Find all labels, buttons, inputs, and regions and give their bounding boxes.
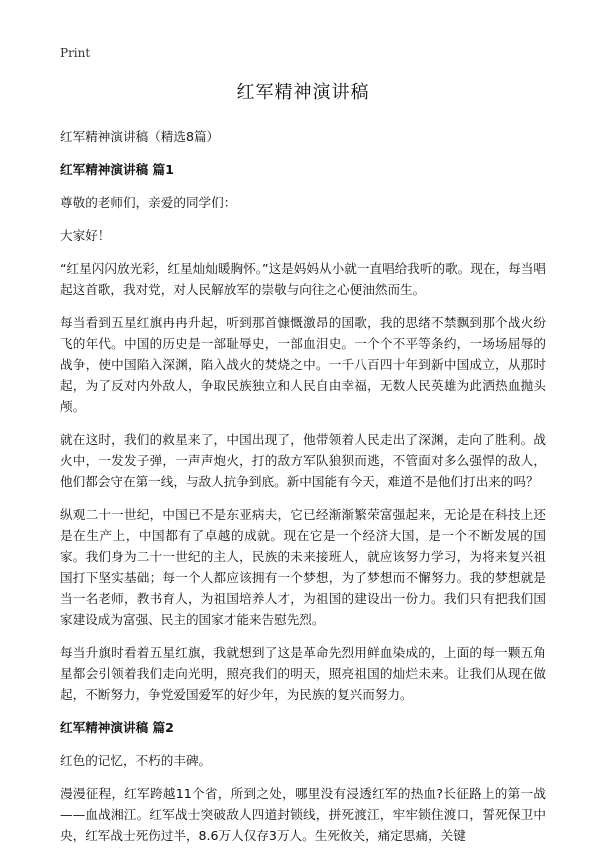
- greeting: 尊敬的老师们，亲爱的同学们：: [60, 195, 237, 210]
- section-heading-1: 红军精神演讲稿 篇1: [60, 162, 174, 177]
- paragraph: 就在这时，我们的救星来了，中国出现了，他带领着人民走出了深渊，走向了胜利。战火中，一发发子弹，一声声炮火，打的敌方军队狼狈而逃，不管面对多么强悍的敌人，他们都会守在第一线，与敌人抗争到底。新中国能有今天，难道不是他们打出来的吗？: [60, 432, 546, 489]
- salutation: 大家好！: [60, 228, 111, 243]
- document-subtitle: 红军精神演讲稿（精选8篇）: [60, 129, 220, 144]
- paragraph: 红色的记忆，不朽的丰碑。: [60, 753, 212, 768]
- paragraph: 漫漫征程，红军跨越11个省，所到之处，哪里没有浸透红军的热血?长征路上的第一战——血战湘江。红军战士突破敌人四道封锁线，拼死渡江，牢牢锁住渡口，誓死保卫中央，红军战士死伤过半，8.6万人仅存3万人。生死攸关，痛定思痛，关键: [60, 786, 546, 843]
- paragraph: 每当升旗时看着五星红旗，我就想到了这是革命先烈用鲜血染成的，上面的每一颗五角星都会引领着我们走向光明，照亮我们的明天，照亮祖国的灿烂未来。让我们从现在做起，不断努力，争党爱国爱军的好少年，为民族的复兴而努力。: [60, 645, 546, 702]
- paragraph: 纵观二十一世纪，中国已不是东亚病夫，它已经渐渐繁荣富强起来，无论是在科技上还是在生产上，中国都有了卓越的成就。现在它是一个经济大国，是一个不断发展的国家。我们身为二十一世纪的主人，民族的未来接班人，就应该努力学习，为将来复兴祖国打下坚实基础；每一个人都应该拥有一个梦想，为了梦想而不懈努力。我的梦想就是当一名老师，教书育人，为祖国培养人才，为祖国的建设出一份力。我们只有把我们国家建设成为富强、民主的国家才能来告慰先烈。: [60, 507, 546, 627]
- section-heading-2: 红军精神演讲稿 篇2: [60, 720, 174, 735]
- print-label[interactable]: Print: [60, 46, 91, 60]
- paragraph: “红星闪闪放光彩，红星灿灿暖胸怀。”这是妈妈从小就一直唱给我听的歌。现在，每当唱起这首歌，我对党，对人民解放军的崇敬与向往之心便油然而生。: [60, 261, 546, 297]
- page-title: 红军精神演讲稿: [236, 82, 370, 103]
- paragraph: 每当看到五星红旗冉冉升起，听到那首慷慨激昂的国歌，我的思绪不禁飘到那个战火纷飞的年代。中国的历史是一部耻辱史，一部血泪史。一个个不平等条约，一场场屈辱的战争，使中国陷入深渊，陷入战火的焚烧之中。一千八百四十年到新中国成立，从那时起，为了反对内外敌人，争取民族独立和人民自由幸福，无数人民英雄为此洒热血抛头颅。: [60, 315, 546, 414]
- document-body: [60, 78, 546, 858]
